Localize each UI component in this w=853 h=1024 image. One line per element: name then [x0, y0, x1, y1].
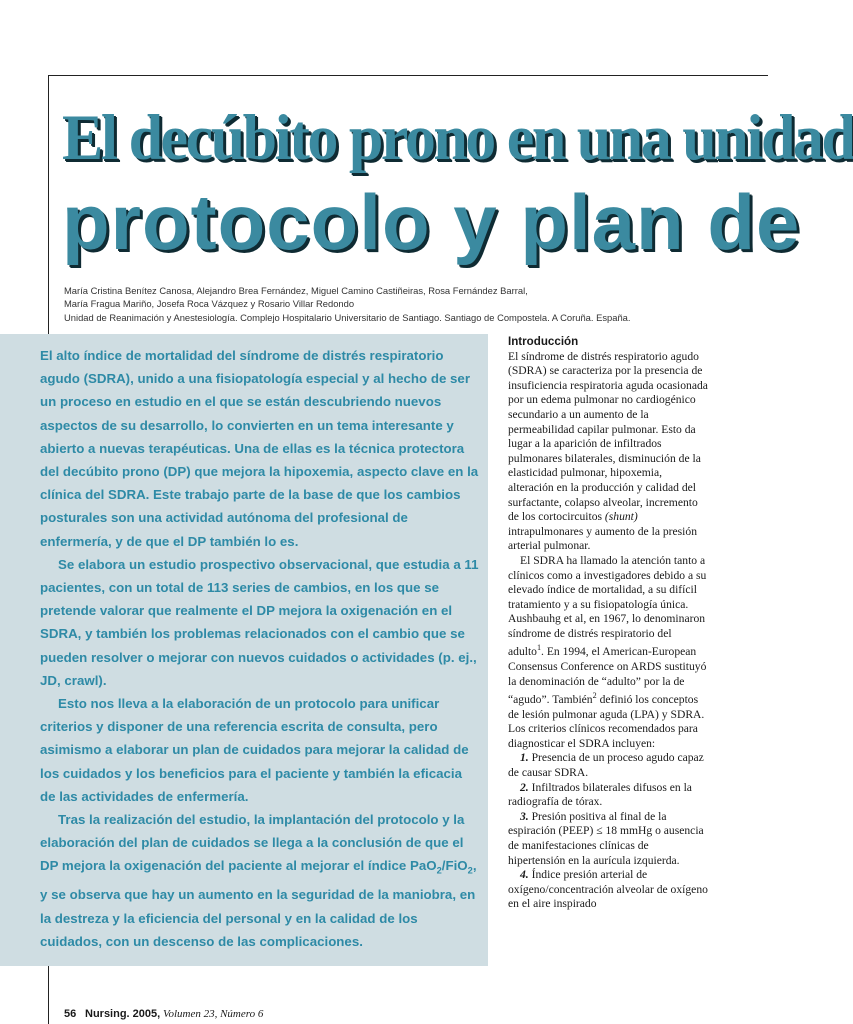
frame-top-rule [48, 75, 768, 76]
abstract-paragraph-3: Esto nos lleva a la elaboración de un protocolo para unificar criterios y disponer de una referencia escrita de consulta, pero asimismo a elaborar un plan de cuidados para mejorar la calidad de los cuidados y los beneficios para el paciente y también la eficacia de las actividades de enfermería. [40, 696, 469, 804]
page-number: 56 [64, 1008, 77, 1020]
journal-name: Nursing. 2005, [85, 1008, 161, 1020]
intro-paragraph-2: El SDRA ha llamado la atención tanto a clínicos como a investigadores debido a su elevado índice de mortalidad, a su difícil tratamiento y a su fisiopatología única. Aushbauhg et al, en 1967, lo denominaron síndrome de distrés respiratorio del adulto$^1$. En 1994, el American-European Consensus Conference on ARDS sustituyó la denominación de “adulto” por la de “agudo”. También$^2$ definió los conceptos de lesión pulmonar aguda (LPA) y SDRA. Los criterios clínicos recomendados para diagnosticar el SDRA incluyen: [508, 553, 707, 750]
affiliation: Unidad de Reanimación y Anestesiología. Complejo Hospitalario Universitario de Santiago. Santiago de Compostela. A Coruña. España. [64, 311, 631, 323]
abstract-paragraph-2: Se elabora un estudio prospectivo observacional, que estudia a 11 pacientes, con un total de 113 series de cambios, en los que se pretende valorar que realmente el DP mejora la oxigenación en el SDRA, y también los problemas relacionados con el cambio que se pueden resolver o mejorar con nuevos cuidados o actividades (p. ej., JD, crawl). [40, 556, 479, 688]
authors-line-2: María Fragua Mariño, Josefa Roca Vázquez y Rosario Villar Redondo [64, 298, 355, 310]
introduction-heading: Introducción [508, 335, 579, 348]
criteria-item-2: 2. Infiltrados bilaterales difusos en la radiografía de tórax. [508, 780, 692, 809]
journal-volume: Volumen 23, Número 6 [162, 1008, 264, 1020]
criteria-item-3: 3. Presión positiva al final de la espiración (PEEP) ≤ 18 mmHg o ausencia de manifestaciones clínicas de hipertensión en la aurícula izquierda. [508, 809, 704, 867]
introduction-column [508, 335, 708, 912]
author-block [64, 284, 764, 324]
intro-paragraph-1: El síndrome de distrés respiratorio agudo (SDRA) se caracteriza por la presencia de insuficiencia respiratoria aguda ocasionada por un edema pulmonar no cardiogénico secundario a un aumento de la permeabilidad capilar pulmonar. Esto da lugar a la aparición de infiltrados pulmonares bilaterales, disminución de la elasticidad pulmonar, hipoxemia, alteración en la producción y calidad del surfactante, colapso alveolar, incremento de los cortocircuitos (shunt) intrapulmonares y aumento de la presión arterial pulmonar. [508, 349, 708, 553]
page-footer [64, 1008, 263, 1020]
abstract-paragraph-4: Tras la realización del estudio, la implantación del protocolo y la elaboración del plan de cuidados se llega a la conclusión de que el DP mejora la oxigenación del paciente al mejorar el índice PaO$_2$/FiO$_2$, y se observa que hay un aumento en la seguridad de la maniobra, en la destreza y la eficiencia del personal y en la calidad de los cuidados, con un descenso de las complicaciones. [40, 812, 477, 949]
abstract-paragraph-1: El alto índice de mortalidad del síndrome de distrés respiratorio agudo (SDRA), unido a una fisiopatología especial y al hecho de ser un proceso en estudio en el que se están descubriendo nuevos aspectos de su desarrollo, lo convierten en un tema interesante y abierto a nuevas terapéuticas. Una de ellas es la técnica protectora del decúbito prono (DP) que mejora la hipoxemia, aspecto clave en la clínica del SDRA. Este trabajo parte de la base de que los cambios posturales son una actividad autónoma del profesional de enfermería, y de que el DP también lo es. [40, 348, 479, 549]
criteria-item-1: 1. Presencia de un proceso agudo capaz de causar SDRA. [508, 751, 704, 779]
authors-line-1: María Cristina Benítez Canosa, Alejandro Brea Fernández, Miguel Camino Castiñeiras, Rosa Fernández Barral, [64, 285, 528, 296]
article-title-line-1: El decúbito prono en una unidad [62, 102, 853, 174]
abstract-text [40, 344, 480, 953]
criteria-item-4: 4. Índice presión arterial de oxígeno/concentración alveolar de oxígeno en el aire inspirado [508, 868, 708, 911]
article-title-line-2: protocolo y plan de [62, 178, 801, 266]
